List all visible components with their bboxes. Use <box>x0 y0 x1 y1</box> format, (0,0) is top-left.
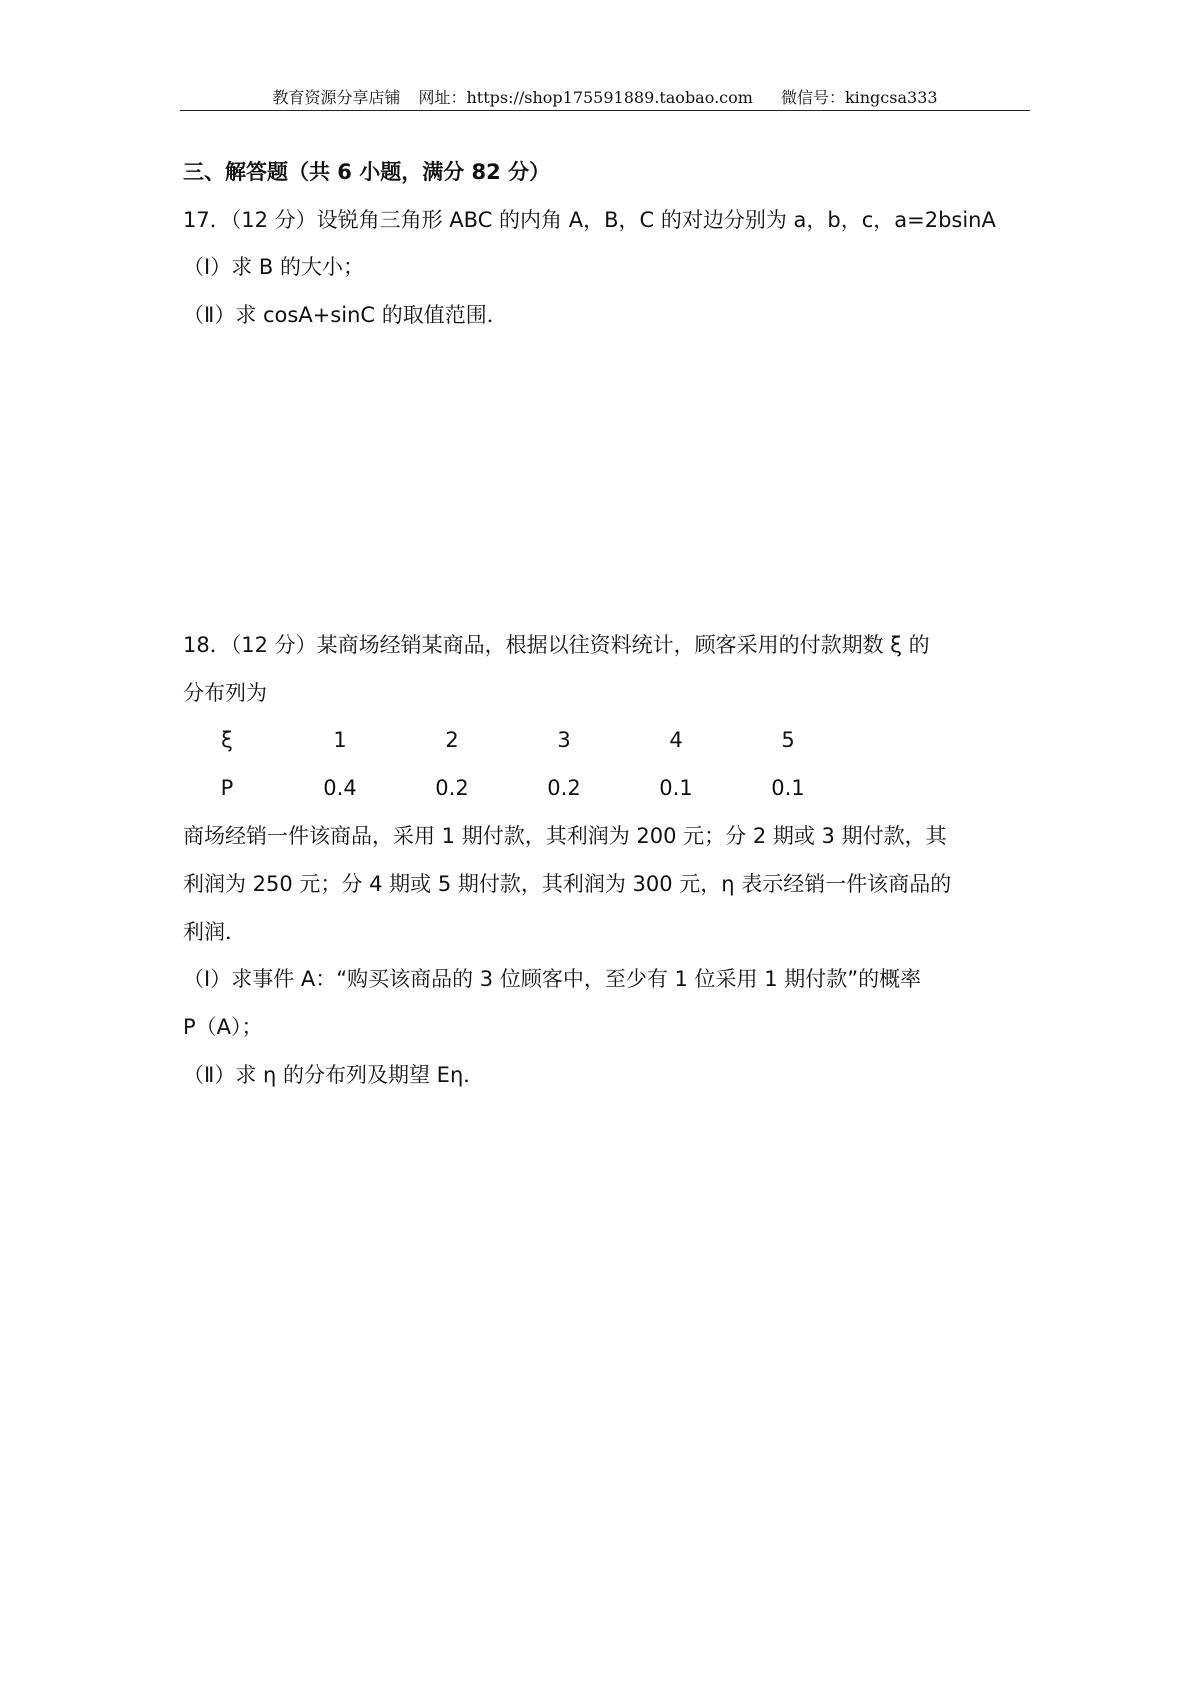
table-prob-cell: 0.2 <box>547 776 581 800</box>
table-prob-cell: 0.1 <box>659 776 693 800</box>
q18-text-line3: 利润． <box>183 920 246 944</box>
header-url: 网址：https://shop175591889.taobao.com <box>418 88 753 107</box>
header-wechat: 微信号：kingcsa333 <box>780 88 938 107</box>
q18-text-line1: 商场经销一件该商品，采用 1 期付款，其利润为 200 元；分 2 期或 3 期付款，其 <box>183 824 947 848</box>
table-prob-cell: 0.4 <box>323 776 357 800</box>
q17-part1: （Ⅰ）求 B 的大小； <box>183 255 364 279</box>
q18-part1-line1: （Ⅰ）求事件 A：“购买该商品的 3 位顾客中，至少有 1 位采用 1 期付款”的概率 <box>183 967 922 991</box>
table-prob-cell: 0.1 <box>771 776 805 800</box>
q18-part1-line2: P（A）； <box>183 1015 263 1039</box>
table-row-label-xi: ξ <box>221 728 233 752</box>
table-row-label-p: P <box>220 776 234 800</box>
q18-stem-line2: 分布列为 <box>183 681 267 705</box>
table-value-cell: 1 <box>333 728 347 752</box>
q18-text-line2: 利润为 250 元；分 4 期或 5 期付款，其利润为 300 元，η 表示经销一件该商品的 <box>183 872 952 896</box>
q18-part2: （Ⅱ）求 η 的分布列及期望 Eη． <box>183 1063 485 1087</box>
table-value-cell: 4 <box>669 728 683 752</box>
table-value-cell: 2 <box>445 728 459 752</box>
section-title: 三、解答题（共 6 小题，满分 82 分） <box>183 160 551 184</box>
table-prob-cell: 0.2 <box>435 776 469 800</box>
table-value-cell: 5 <box>781 728 795 752</box>
q17-part2: （Ⅱ）求 cosA+sinC 的取值范围． <box>183 303 508 327</box>
table-value-cell: 3 <box>557 728 571 752</box>
page-header <box>180 84 1030 112</box>
q17-stem: 17．（12 分）设锐角三角形 ABC 的内角 A，B，C 的对边分别为 a，b，c，a=2bsinA <box>183 208 996 232</box>
q18-stem-line1: 18．（12 分）某商场经销某商品，根据以往资料统计，顾客采用的付款期数 ξ 的 <box>183 633 930 657</box>
header-shop-name: 教育资源分享店铺 <box>272 88 401 107</box>
header-divider <box>180 110 1030 111</box>
